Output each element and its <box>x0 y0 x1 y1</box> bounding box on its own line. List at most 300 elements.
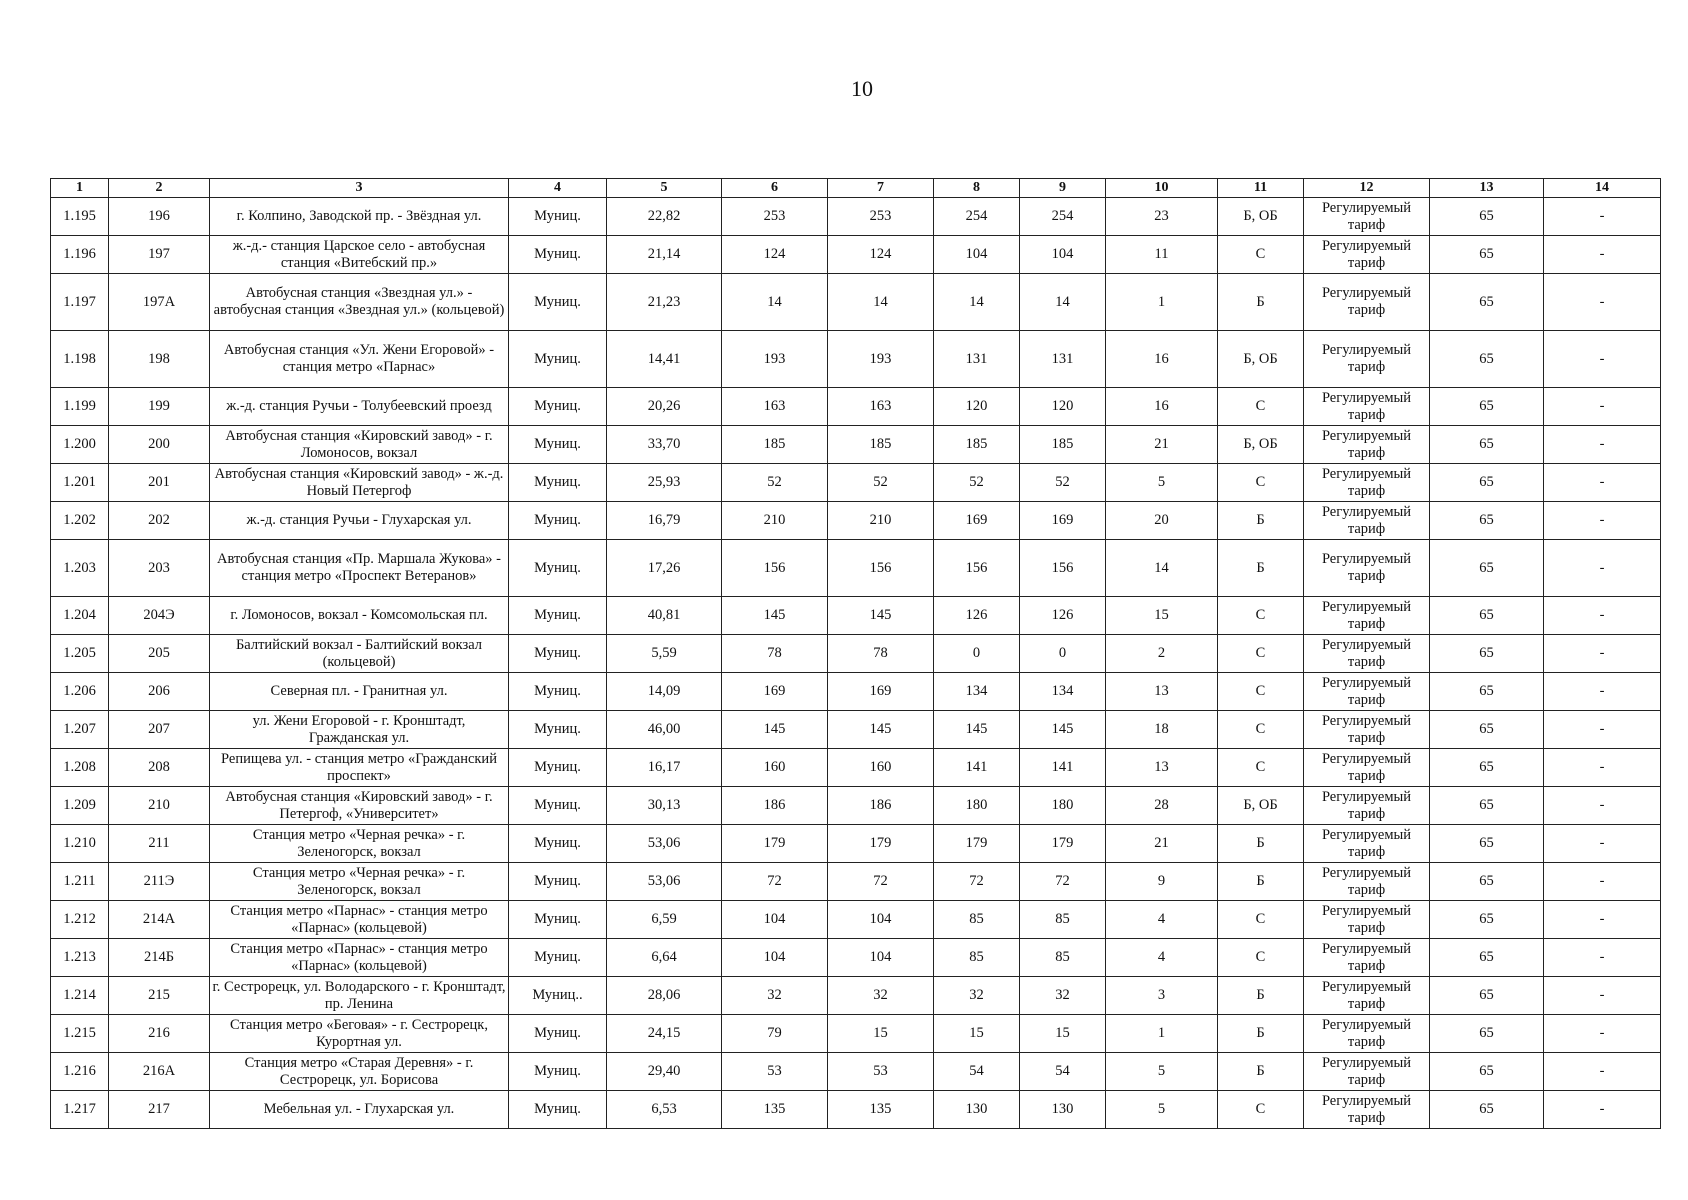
route-length: 14,09 <box>607 673 722 711</box>
route-length: 6,59 <box>607 901 722 939</box>
cell-col7: 78 <box>828 635 934 673</box>
cell-col13: 65 <box>1430 787 1544 825</box>
vehicle-class: Б <box>1218 274 1304 331</box>
route-length: 28,06 <box>607 977 722 1015</box>
route-name: Автобусная станция «Кировский завод» - г. Ломоносов, вокзал <box>210 426 509 464</box>
tariff-type: Регулируемый тариф <box>1304 1015 1430 1053</box>
column-header: 12 <box>1304 179 1430 198</box>
route-name: Станция метро «Беговая» - г. Сестрорецк, Курортная ул. <box>210 1015 509 1053</box>
route-number: 216А <box>109 1053 210 1091</box>
tariff-type: Регулируемый тариф <box>1304 901 1430 939</box>
cell-col7: 53 <box>828 1053 934 1091</box>
cell-col10: 21 <box>1106 426 1218 464</box>
column-header: 13 <box>1430 179 1544 198</box>
cell-col10: 9 <box>1106 863 1218 901</box>
route-type: Муниц. <box>509 502 607 540</box>
route-length: 53,06 <box>607 863 722 901</box>
cell-col10: 4 <box>1106 901 1218 939</box>
route-length: 21,14 <box>607 236 722 274</box>
cell-col8: 141 <box>934 749 1020 787</box>
tariff-type: Регулируемый тариф <box>1304 388 1430 426</box>
row-number: 1.217 <box>51 1091 109 1129</box>
route-type: Муниц. <box>509 901 607 939</box>
cell-col6: 145 <box>722 597 828 635</box>
cell-col6: 32 <box>722 977 828 1015</box>
route-number: 198 <box>109 331 210 388</box>
route-number: 206 <box>109 673 210 711</box>
route-name: Мебельная ул. - Глухарская ул. <box>210 1091 509 1129</box>
cell-col14: - <box>1544 540 1661 597</box>
cell-col13: 65 <box>1430 331 1544 388</box>
table-row <box>51 825 1661 863</box>
table-row <box>51 863 1661 901</box>
cell-col13: 65 <box>1430 198 1544 236</box>
cell-col6: 78 <box>722 635 828 673</box>
route-length: 16,79 <box>607 502 722 540</box>
route-number: 216 <box>109 1015 210 1053</box>
route-name: Автобусная станция «Кировский завод» - ж.-д. Новый Петергоф <box>210 464 509 502</box>
tariff-type: Регулируемый тариф <box>1304 863 1430 901</box>
cell-col10: 13 <box>1106 749 1218 787</box>
cell-col13: 65 <box>1430 426 1544 464</box>
column-header: 8 <box>934 179 1020 198</box>
tariff-type: Регулируемый тариф <box>1304 236 1430 274</box>
cell-col6: 253 <box>722 198 828 236</box>
cell-col14: - <box>1544 426 1661 464</box>
route-type: Муниц. <box>509 464 607 502</box>
cell-col13: 65 <box>1430 502 1544 540</box>
cell-col9: 72 <box>1020 863 1106 901</box>
cell-col13: 65 <box>1430 1091 1544 1129</box>
table-row <box>51 540 1661 597</box>
route-length: 22,82 <box>607 198 722 236</box>
column-header: 1 <box>51 179 109 198</box>
cell-col10: 5 <box>1106 464 1218 502</box>
cell-col14: - <box>1544 198 1661 236</box>
cell-col13: 65 <box>1430 1053 1544 1091</box>
table-row <box>51 236 1661 274</box>
cell-col13: 65 <box>1430 540 1544 597</box>
route-type: Муниц. <box>509 673 607 711</box>
table-row <box>51 274 1661 331</box>
table-row <box>51 787 1661 825</box>
cell-col7: 145 <box>828 711 934 749</box>
cell-col6: 104 <box>722 901 828 939</box>
tariff-type: Регулируемый тариф <box>1304 1053 1430 1091</box>
tariff-type: Регулируемый тариф <box>1304 198 1430 236</box>
vehicle-class: С <box>1218 939 1304 977</box>
cell-col6: 163 <box>722 388 828 426</box>
cell-col10: 2 <box>1106 635 1218 673</box>
route-name: г. Колпино, Заводской пр. - Звёздная ул. <box>210 198 509 236</box>
cell-col13: 65 <box>1430 274 1544 331</box>
vehicle-class: С <box>1218 673 1304 711</box>
cell-col7: 15 <box>828 1015 934 1053</box>
cell-col10: 23 <box>1106 198 1218 236</box>
row-number: 1.215 <box>51 1015 109 1053</box>
cell-col6: 193 <box>722 331 828 388</box>
cell-col7: 156 <box>828 540 934 597</box>
route-length: 40,81 <box>607 597 722 635</box>
cell-col13: 65 <box>1430 825 1544 863</box>
cell-col6: 210 <box>722 502 828 540</box>
cell-col8: 134 <box>934 673 1020 711</box>
cell-col14: - <box>1544 236 1661 274</box>
cell-col8: 32 <box>934 977 1020 1015</box>
route-number: 211Э <box>109 863 210 901</box>
cell-col7: 193 <box>828 331 934 388</box>
vehicle-class: С <box>1218 388 1304 426</box>
cell-col9: 156 <box>1020 540 1106 597</box>
table-row <box>51 901 1661 939</box>
routes-table <box>50 178 1661 1129</box>
cell-col8: 169 <box>934 502 1020 540</box>
cell-col6: 179 <box>722 825 828 863</box>
cell-col14: - <box>1544 863 1661 901</box>
cell-col7: 14 <box>828 274 934 331</box>
column-header: 6 <box>722 179 828 198</box>
column-header: 3 <box>210 179 509 198</box>
row-number: 1.209 <box>51 787 109 825</box>
route-number: 197 <box>109 236 210 274</box>
cell-col7: 169 <box>828 673 934 711</box>
cell-col14: - <box>1544 977 1661 1015</box>
route-type: Муниц. <box>509 825 607 863</box>
route-name: г. Сестрорецк, ул. Володарского - г. Кронштадт, пр. Ленина <box>210 977 509 1015</box>
cell-col7: 135 <box>828 1091 934 1129</box>
cell-col10: 28 <box>1106 787 1218 825</box>
cell-col9: 85 <box>1020 901 1106 939</box>
cell-col10: 13 <box>1106 673 1218 711</box>
table-row <box>51 1091 1661 1129</box>
route-number: 200 <box>109 426 210 464</box>
vehicle-class: С <box>1218 711 1304 749</box>
cell-col7: 160 <box>828 749 934 787</box>
route-type: Муниц. <box>509 749 607 787</box>
route-type: Муниц. <box>509 787 607 825</box>
route-number: 199 <box>109 388 210 426</box>
row-number: 1.199 <box>51 388 109 426</box>
cell-col14: - <box>1544 939 1661 977</box>
cell-col14: - <box>1544 825 1661 863</box>
route-type: Муниц. <box>509 236 607 274</box>
row-number: 1.211 <box>51 863 109 901</box>
tariff-type: Регулируемый тариф <box>1304 825 1430 863</box>
cell-col10: 21 <box>1106 825 1218 863</box>
cell-col7: 72 <box>828 863 934 901</box>
cell-col9: 120 <box>1020 388 1106 426</box>
column-header: 9 <box>1020 179 1106 198</box>
cell-col13: 65 <box>1430 635 1544 673</box>
column-header: 10 <box>1106 179 1218 198</box>
vehicle-class: Б, ОБ <box>1218 198 1304 236</box>
vehicle-class: Б <box>1218 825 1304 863</box>
table-row <box>51 502 1661 540</box>
vehicle-class: Б, ОБ <box>1218 787 1304 825</box>
route-number: 214А <box>109 901 210 939</box>
route-number: 205 <box>109 635 210 673</box>
route-number: 211 <box>109 825 210 863</box>
cell-col8: 185 <box>934 426 1020 464</box>
cell-col9: 85 <box>1020 939 1106 977</box>
cell-col13: 65 <box>1430 711 1544 749</box>
table-row <box>51 464 1661 502</box>
route-name: Станция метро «Парнас» - станция метро «Парнас» (кольцевой) <box>210 939 509 977</box>
cell-col7: 253 <box>828 198 934 236</box>
tariff-type: Регулируемый тариф <box>1304 673 1430 711</box>
cell-col8: 0 <box>934 635 1020 673</box>
route-length: 6,53 <box>607 1091 722 1129</box>
table-row <box>51 635 1661 673</box>
cell-col14: - <box>1544 1053 1661 1091</box>
cell-col14: - <box>1544 901 1661 939</box>
row-number: 1.197 <box>51 274 109 331</box>
cell-col7: 179 <box>828 825 934 863</box>
cell-col10: 18 <box>1106 711 1218 749</box>
row-number: 1.202 <box>51 502 109 540</box>
vehicle-class: Б <box>1218 1015 1304 1053</box>
route-name: г. Ломоносов, вокзал - Комсомольская пл. <box>210 597 509 635</box>
cell-col10: 3 <box>1106 977 1218 1015</box>
cell-col8: 131 <box>934 331 1020 388</box>
table-row <box>51 388 1661 426</box>
route-length: 14,41 <box>607 331 722 388</box>
row-number: 1.206 <box>51 673 109 711</box>
route-name: Балтийский вокзал - Балтийский вокзал (кольцевой) <box>210 635 509 673</box>
route-length: 33,70 <box>607 426 722 464</box>
cell-col7: 32 <box>828 977 934 1015</box>
route-number: 204Э <box>109 597 210 635</box>
route-type: Муниц.. <box>509 977 607 1015</box>
route-type: Муниц. <box>509 274 607 331</box>
route-type: Муниц. <box>509 1015 607 1053</box>
cell-col7: 186 <box>828 787 934 825</box>
row-number: 1.213 <box>51 939 109 977</box>
cell-col7: 210 <box>828 502 934 540</box>
row-number: 1.207 <box>51 711 109 749</box>
cell-col9: 145 <box>1020 711 1106 749</box>
route-name: ж.-д. станция Ручьи - Толубеевский проезд <box>210 388 509 426</box>
route-type: Муниц. <box>509 388 607 426</box>
route-name: Автобусная станция «Кировский завод» - г. Петергоф, «Университет» <box>210 787 509 825</box>
cell-col6: 14 <box>722 274 828 331</box>
route-name: Репищева ул. - станция метро «Гражданский проспект» <box>210 749 509 787</box>
cell-col9: 32 <box>1020 977 1106 1015</box>
cell-col6: 156 <box>722 540 828 597</box>
table-row <box>51 198 1661 236</box>
vehicle-class: Б, ОБ <box>1218 426 1304 464</box>
page-number: 10 <box>851 76 873 101</box>
cell-col14: - <box>1544 464 1661 502</box>
route-type: Муниц. <box>509 597 607 635</box>
column-header: 7 <box>828 179 934 198</box>
route-name: ул. Жени Егоровой - г. Кронштадт, Гражданская ул. <box>210 711 509 749</box>
tariff-type: Регулируемый тариф <box>1304 464 1430 502</box>
cell-col13: 65 <box>1430 388 1544 426</box>
cell-col9: 52 <box>1020 464 1106 502</box>
column-header: 14 <box>1544 179 1661 198</box>
row-number: 1.208 <box>51 749 109 787</box>
vehicle-class: С <box>1218 901 1304 939</box>
cell-col6: 135 <box>722 1091 828 1129</box>
vehicle-class: Б <box>1218 1053 1304 1091</box>
route-length: 53,06 <box>607 825 722 863</box>
cell-col13: 65 <box>1430 977 1544 1015</box>
row-number: 1.198 <box>51 331 109 388</box>
tariff-type: Регулируемый тариф <box>1304 331 1430 388</box>
cell-col14: - <box>1544 787 1661 825</box>
route-length: 21,23 <box>607 274 722 331</box>
cell-col8: 85 <box>934 939 1020 977</box>
column-header: 4 <box>509 179 607 198</box>
cell-col14: - <box>1544 749 1661 787</box>
route-type: Муниц. <box>509 426 607 464</box>
route-length: 29,40 <box>607 1053 722 1091</box>
cell-col9: 185 <box>1020 426 1106 464</box>
route-name: Станция метро «Черная речка» - г. Зеленогорск, вокзал <box>210 863 509 901</box>
cell-col14: - <box>1544 331 1661 388</box>
cell-col7: 185 <box>828 426 934 464</box>
cell-col9: 179 <box>1020 825 1106 863</box>
route-length: 5,59 <box>607 635 722 673</box>
cell-col9: 141 <box>1020 749 1106 787</box>
route-type: Муниц. <box>509 331 607 388</box>
vehicle-class: С <box>1218 1091 1304 1129</box>
tariff-type: Регулируемый тариф <box>1304 426 1430 464</box>
route-type: Муниц. <box>509 198 607 236</box>
cell-col9: 126 <box>1020 597 1106 635</box>
cell-col6: 145 <box>722 711 828 749</box>
route-length: 17,26 <box>607 540 722 597</box>
cell-col13: 65 <box>1430 939 1544 977</box>
cell-col14: - <box>1544 1091 1661 1129</box>
cell-col8: 52 <box>934 464 1020 502</box>
cell-col14: - <box>1544 502 1661 540</box>
table-row <box>51 1015 1661 1053</box>
cell-col9: 254 <box>1020 198 1106 236</box>
cell-col10: 16 <box>1106 388 1218 426</box>
route-number: 207 <box>109 711 210 749</box>
tariff-type: Регулируемый тариф <box>1304 635 1430 673</box>
cell-col9: 0 <box>1020 635 1106 673</box>
cell-col10: 1 <box>1106 1015 1218 1053</box>
cell-col7: 163 <box>828 388 934 426</box>
cell-col8: 14 <box>934 274 1020 331</box>
table-row <box>51 331 1661 388</box>
route-number: 197А <box>109 274 210 331</box>
cell-col13: 65 <box>1430 1015 1544 1053</box>
cell-col7: 145 <box>828 597 934 635</box>
route-name: ж.-д.- станция Царское село - автобусная станция «Витебский пр.» <box>210 236 509 274</box>
cell-col6: 169 <box>722 673 828 711</box>
cell-col8: 145 <box>934 711 1020 749</box>
table-row <box>51 1053 1661 1091</box>
cell-col14: - <box>1544 711 1661 749</box>
cell-col8: 180 <box>934 787 1020 825</box>
row-number: 1.195 <box>51 198 109 236</box>
route-number: 210 <box>109 787 210 825</box>
tariff-type: Регулируемый тариф <box>1304 939 1430 977</box>
cell-col6: 160 <box>722 749 828 787</box>
cell-col10: 15 <box>1106 597 1218 635</box>
cell-col13: 65 <box>1430 749 1544 787</box>
route-name: Автобусная станция «Ул. Жени Егоровой» - станция метро «Парнас» <box>210 331 509 388</box>
cell-col13: 65 <box>1430 464 1544 502</box>
cell-col6: 72 <box>722 863 828 901</box>
tariff-type: Регулируемый тариф <box>1304 502 1430 540</box>
column-header: 2 <box>109 179 210 198</box>
tariff-type: Регулируемый тариф <box>1304 977 1430 1015</box>
cell-col8: 179 <box>934 825 1020 863</box>
cell-col6: 79 <box>722 1015 828 1053</box>
cell-col9: 180 <box>1020 787 1106 825</box>
cell-col14: - <box>1544 673 1661 711</box>
cell-col10: 16 <box>1106 331 1218 388</box>
row-number: 1.205 <box>51 635 109 673</box>
header-row <box>51 179 1661 198</box>
cell-col13: 65 <box>1430 863 1544 901</box>
vehicle-class: Б <box>1218 502 1304 540</box>
table-row <box>51 426 1661 464</box>
cell-col7: 104 <box>828 939 934 977</box>
route-type: Муниц. <box>509 863 607 901</box>
cell-col13: 65 <box>1430 673 1544 711</box>
route-name: Северная пл. - Гранитная ул. <box>210 673 509 711</box>
row-number: 1.200 <box>51 426 109 464</box>
tariff-type: Регулируемый тариф <box>1304 749 1430 787</box>
vehicle-class: С <box>1218 464 1304 502</box>
route-length: 20,26 <box>607 388 722 426</box>
route-number: 196 <box>109 198 210 236</box>
row-number: 1.210 <box>51 825 109 863</box>
cell-col10: 1 <box>1106 274 1218 331</box>
route-type: Муниц. <box>509 939 607 977</box>
cell-col14: - <box>1544 1015 1661 1053</box>
cell-col10: 11 <box>1106 236 1218 274</box>
vehicle-class: Б <box>1218 863 1304 901</box>
route-number: 208 <box>109 749 210 787</box>
vehicle-class: С <box>1218 597 1304 635</box>
table-body <box>51 198 1661 1129</box>
cell-col8: 120 <box>934 388 1020 426</box>
row-number: 1.204 <box>51 597 109 635</box>
route-type: Муниц. <box>509 635 607 673</box>
cell-col6: 186 <box>722 787 828 825</box>
route-type: Муниц. <box>509 1053 607 1091</box>
cell-col8: 254 <box>934 198 1020 236</box>
cell-col14: - <box>1544 635 1661 673</box>
cell-col9: 14 <box>1020 274 1106 331</box>
cell-col6: 104 <box>722 939 828 977</box>
row-number: 1.203 <box>51 540 109 597</box>
cell-col10: 20 <box>1106 502 1218 540</box>
route-length: 30,13 <box>607 787 722 825</box>
route-name: ж.-д. станция Ручьи - Глухарская ул. <box>210 502 509 540</box>
route-length: 16,17 <box>607 749 722 787</box>
cell-col8: 85 <box>934 901 1020 939</box>
route-name: Станция метро «Старая Деревня» - г. Сестрорецк, ул. Борисова <box>210 1053 509 1091</box>
tariff-type: Регулируемый тариф <box>1304 274 1430 331</box>
table-row <box>51 977 1661 1015</box>
route-length: 6,64 <box>607 939 722 977</box>
cell-col10: 14 <box>1106 540 1218 597</box>
column-header: 5 <box>607 179 722 198</box>
route-length: 46,00 <box>607 711 722 749</box>
cell-col14: - <box>1544 388 1661 426</box>
route-name: Станция метро «Черная речка» - г. Зеленогорск, вокзал <box>210 825 509 863</box>
cell-col9: 54 <box>1020 1053 1106 1091</box>
tariff-type: Регулируемый тариф <box>1304 787 1430 825</box>
